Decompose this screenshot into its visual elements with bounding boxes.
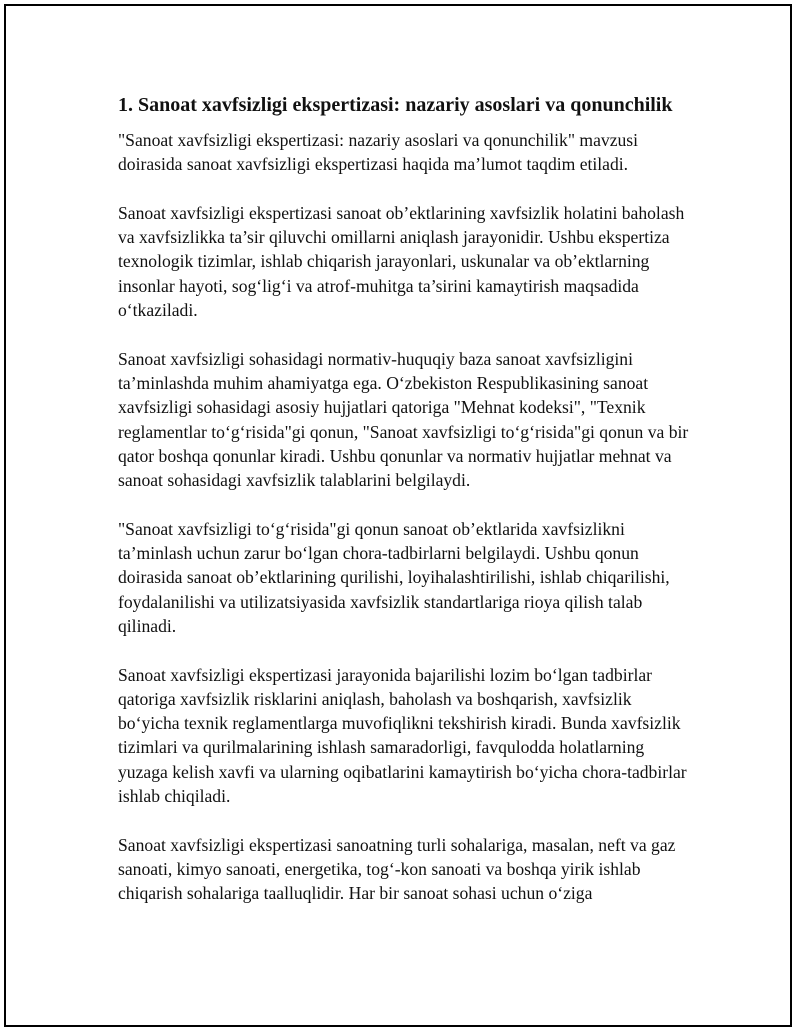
section-heading: 1. Sanoat xavfsizligi ekspertizasi: nazariy asoslari va qonunchilik bbox=[118, 94, 673, 116]
paragraph-definition: Sanoat xavfsizligi ekspertizasi sanoat ob’ektlarining xavfsizlik holatini baholash va xavfsizlikka ta’sir qiluvchi omillarni aniqlash jarayonidir. Ushbu ekspertiza texnologik tizimlar, ishlab chiqarish jarayonlari, uskunalar va ob’ektlarning insonlar hayoti, sog‘lig‘i va atrof-muhitga ta’sirini kamaytirish maqsadida o‘tkaziladi. bbox=[118, 202, 685, 321]
paragraph-safety-law: "Sanoat xavfsizligi to‘g‘risida"gi qonun sanoat ob’ektlarida xavfsizlikni ta’minlash uchun zarur bo‘lgan chora-tadbirlarni belgilaydi. Ushbu qonun doirasida sanoat ob’ektlarining qurilishi, loyihalashtirilishi, ishlab chiqarilishi, foydalanilishi va utilizatsiyasida xavfsizlik standartlariga rioya qilish talab qilinadi. bbox=[118, 518, 670, 636]
paragraph-legal-basis: Sanoat xavfsizligi sohasidagi normativ-huquqiy baza sanoat xavfsizligini ta’minlashda muhim ahamiyatga ega. O‘zbekiston Respublikasining sanoat xavfsizligi sohasidagi asosiy hujjatlari qatoriga "Mehnat kodeksi", "Texnik reglamentlar to‘g‘risida"gi qonun, "Sanoat xavfsizligi to‘g‘risida"gi qonun va bir qator boshqa qonunlar kiradi. Ushbu qonunlar va normativ hujjatlar mehnat va sanoat sohasidagi xavfsizlik talablarini belgilaydi. bbox=[118, 348, 689, 491]
paragraph-industry-scope: Sanoat xavfsizligi ekspertizasi sanoatning turli sohalariga, masalan, neft va gaz sanoati, kimyo sanoati, energetika, tog‘-kon sanoati va boshqa yirik ishlab chiqarish sohalariga taalluqlidir. Har bir sanoat sohasi uchun o‘ziga bbox=[118, 834, 676, 904]
paragraph-intro: "Sanoat xavfsizligi ekspertizasi: nazariy asoslari va qonunchilik" mavzusi doirasida sanoat xavfsizligi ekspertizasi haqida ma’lumot taqdim etiladi. bbox=[118, 130, 639, 175]
document-body bbox=[118, 92, 693, 930]
paragraph-expertise-measures: Sanoat xavfsizligi ekspertizasi jarayonida bajarilishi lozim bo‘lgan tadbirlar qatoriga xavfsizlik risklarini aniqlash, baholash va boshqarish, xavfsizlik bo‘yicha texnik reglamentlarga muvofiqlikni tekshirish kiradi. Bunda xavfsizlik tizimlari va qurilmalarining ishlash samaradorligi, favqulodda holatlarning yuzaga kelish xavfi va ularning oqibatlarini kamaytirish bo‘yicha chora-tadbirlar ishlab chiqiladi. bbox=[118, 664, 687, 807]
